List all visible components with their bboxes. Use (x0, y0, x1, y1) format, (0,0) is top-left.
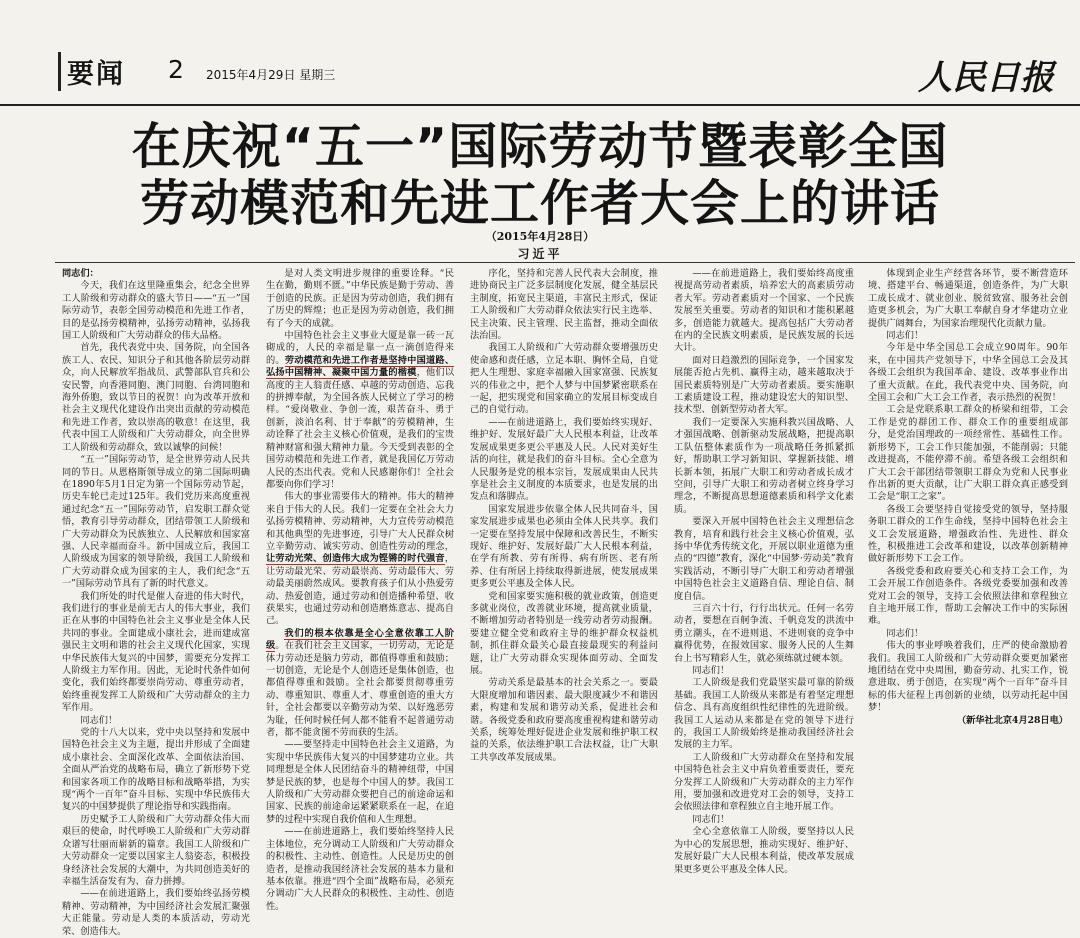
paragraph: 国家发展进步依靠全体人民共同奋斗，国家发展进步成果也必须由全体人民共享。我们一定要在坚持发展中保障和改善民生，不断实现好、维护好、发展好最广大人民根本利益，在学有所教、劳有所得、病有所医、老有所养、住有所居上持续取得新进展，使发展成果更多更公平惠及全体人民。 (470, 503, 658, 590)
paragraph: 同志们！ (692, 813, 730, 825)
paragraph: ——在前进道路上，我们要始终坚持人民主体地位，充分调动工人阶级和广大劳动群众的积极性、主动性、创造性。人民是历史的创造者，是推动我国经济社会发展的基本力量和基本依靠。推进“四个全面”战略布局，必须充分调动广大人民群众的积极性、主动性、创造性。 (266, 826, 454, 912)
masthead-logo: 人民日报 (918, 58, 1054, 98)
paragraph: 党和国家要实施积极的就业政策，创造更多就业岗位，改善就业环境，提高就业质量，不断增加劳动者特别是一线劳动者劳动报酬。要建立健全党和政府主导的维护群众权益机制，抓住群众最关心最直接最现实的利益问题，让广大劳动群众实现体面劳动、全面发展。 (470, 590, 658, 676)
paragraph: “五一”国际劳动节，是全世界劳动人民共同的节日。从恩格斯领导成立的第二国际明确在1890年5月1日定为第一个国际劳动节起，历史车轮已走过125年。我们党历来高度重视通过纪念“五一”国际劳动节，启发职工群众觉悟，教育引导劳动群众，团结带领工人阶级和广大劳动群众为民族独立、人民解放和国家富强、人民幸福而奋斗。新中国成立后，我国工人阶级成为国家的领导阶级，我国工人阶级和广大劳动群众成为国家的主人，我们纪念“五一”国际劳动节具有了新的时代意义。 (62, 454, 250, 590)
paragraph-with-highlight: 伟大的事业需要伟大的精神。伟大的精神来自于伟大的人民。我们一定要在全社会大力弘扬劳模精神、劳动精神，大力宣传劳动模范和其他典型的先进事迹，引导广大人民群众树立辛勤劳动、诚实劳动、创造性劳动的理念，让劳动光荣、创造伟大成为铿锵的时代强音，让劳动最光荣、劳动最崇高、劳动最伟大、劳动最美丽蔚然成风。要教育孩子们从小热爱劳动、热爱创造，通过劳动和创造播种希望、收获果实，也通过劳动和创造磨炼意志、提高自己。 (266, 491, 454, 627)
paragraph: 首先，我代表党中央、国务院，向全国各族工人、农民、知识分子和其他各阶层劳动群众，向人民解放军指战员、武警部队官兵和公安民警，向香港同胞、澳门同胞、台湾同胞和海外侨胞，致以节日的祝贺！向为改革开放和社会主义现代化建设作出突出贡献的劳动模范和先进工作者，致以崇高的敬意！在这里，我代表中国工人阶级和广大劳动群众，向全世界工人阶级和劳动群众，致以诚挚的问候！ (62, 342, 250, 453)
paragraph: 工人阶级是我们党最坚实最可靠的阶级基础。我国工人阶级从来都是有着坚定理想信念、具有高度组织性纪律性的先进阶级。我国工人运动从来都是在党的领导下进行的，我国工人阶级始终是推动我国经济社会发展的主力军。 (674, 677, 854, 751)
paragraph: 要深入开展中国特色社会主义理想信念教育，培育和践行社会主义核心价值观，弘扬中华优秀传统文化，开展以职业道德为重点的“四德”教育，深化“中国梦·劳动美”教育实践活动，不断引导广大职工和劳动者增强中国特色社会主义道路自信、理论自信、制度自信。 (674, 516, 854, 602)
paragraph: 全心全意依靠工人阶级，要坚持以人民为中心的发展思想，推动实现好、维护好、发展好最广大人民根本利益，使改革发展成果更多更公平惠及全体人民。 (674, 826, 854, 875)
highlighted-phrase: 我们的根本依靠是全心全意依靠工人阶级 (266, 627, 454, 652)
paragraph: 序化，坚持和完善人民代表大会制度，推进协商民主广泛多层制度化发展，健全基层民主制度，拓宽民主渠道，丰富民主形式，保证工人阶级和广大劳动群众依法实行民主选举、民主决策、民主管理、民主监督，推动全面依法治国。 (470, 268, 658, 342)
paragraph: 我们所处的时代是催人奋进的伟大时代，我们进行的事业是前无古人的伟大事业，我们正在从事的中国特色社会主义事业是全体人民共同的事业。全面建成小康社会，进而建成富强民主文明和谐的社会主义现代化国家，实现中华民族伟大复兴的中国梦，需要充分发挥工人阶级主力军作用。因此，无论时代条件如何变化，我们始终都要崇尚劳动、尊重劳动者，始终重视发挥工人阶级和广大劳动群众的主力军作用。 (62, 590, 250, 714)
paragraph-text: 中国特色社会主义事业大厦是靠一砖一瓦砌成的，人民的幸福是靠一点一滴创造得来的。 (266, 330, 454, 366)
paragraph-text: 让劳动最光荣、劳动最崇高、劳动最伟大、劳动最美丽蔚然成风。要教育孩子们从小热爱劳动、热爱创造，通过劳动和创造播种希望、收获果实，也通过劳动和创造磨炼意志、提高自己。 (266, 565, 454, 627)
page-header (0, 0, 1080, 106)
paragraph-text: 伟大的事业需要伟大的精神。伟大的精神来自于伟大的人民。我们一定要在全社会大力弘扬劳模精神、劳动精神，大力宣传劳动模范和其他典型的先进事迹，引导广大人民群众树立辛勤劳动、诚实劳动、创造性劳动的理念， (266, 491, 454, 552)
paragraph: 面对日趋激烈的国际竞争，一个国家发展能否抢占先机、赢得主动，越来越取决于国民素质特别是广大劳动者素质。要实施职工素质建设工程，推动建设宏大的知识型、技术型、创新型劳动者大军。 (674, 354, 854, 416)
paragraph: 伟大的事业呼唤着我们，庄严的使命激励着我们。我国工人阶级和广大劳动群众要更加紧密地团结在党中央周围，勤奋劳动、扎实工作，锐意进取、勇于创造，在实现“两个一百年”奋斗目标的伟大征程上再创新的业绩，以劳动托起中国梦！ (868, 640, 1068, 714)
text-column-2 (266, 268, 455, 912)
text-column-3 (470, 268, 658, 890)
paragraph: ——在前进道路上，我们要始终实现好、维护好、发展好最广大人民根本利益，让改革发展成果更多更公平惠及人民。人民对美好生活的向往，就是我们的奋斗目标。全心全意为人民服务是党的根本宗旨，发展成果由人民共享是社会主义制度的本质要求，也是发展的出发点和落脚点。 (470, 416, 658, 503)
article-author: 习近平 (517, 247, 563, 261)
text-column-5 (868, 268, 1068, 890)
paragraph: ——要坚持走中国特色社会主义道路，为实现中华民族伟大复兴的中国梦建功立业。共同理想是全体人民团结奋斗的精神纽带，中国梦是民族的梦，也是每个中国人的梦。我国工人阶级和广大劳动群众要把自己的前途命运和国家、民族的前途命运紧紧联系在一起，在追梦的过程中实现自我价值和人生理想。 (266, 739, 454, 825)
paragraph-with-highlight: 我们的根本依靠是全心全意依靠工人阶级。在我们社会主义国家，一切劳动，无论是体力劳动还是脑力劳动，都值得尊重和鼓励；一切创造，无论是个人创造还是集体创造，也都值得尊重和鼓励。全社会都要贯彻尊重劳动、尊重知识、尊重人才、尊重创造的重大方针，全社会都要以辛勤劳动为荣、以好逸恶劳为耻，任何时候任何人都不能看不起普通劳动者，都不能贪图不劳而获的生活。 (266, 627, 455, 739)
paragraph: 工会是党联系职工群众的桥梁和纽带，工会工作是党的群团工作、群众工作的重要组成部分，是党治国理政的一项经常性、基础性工作。新形势下，工会工作只能加强，不能削弱；只能改进提高，不能停滞不前。希望各级工会组织和广大工会干部团结带领职工群众为党和人民事业作出新的更大贡献，让广大职工群众真正感受到工会是“职工之家”。 (868, 404, 1068, 503)
text-column-1 (62, 268, 250, 937)
article-title-line1: 在庆祝“五一”国际劳动节暨表彰全国 (131, 118, 949, 175)
highlighted-phrase: 让劳动光荣、创造伟大成为铿锵的时代强音 (266, 553, 445, 565)
page-number: 2 (168, 55, 184, 84)
paragraph: 是对人类文明进步规律的重要诠释。“民生在勤，勤则不匮。”中华民族是勤于劳动、善于创造的民族。正是因为劳动创造，我们拥有了历史的辉煌；也正是因为劳动创造，我们拥有了今天的成就。 (266, 268, 454, 329)
article-title-line2: 劳动模范和先进工作者大会上的讲话 (139, 175, 940, 232)
paragraph: 三百六十行，行行出状元。任何一名劳动者，要想在百舸争流、千帆竞发的洪流中勇立潮头，在不进则退、不进则衰的竞争中赢得优势，在报效国家、服务人民的人生舞台上书写精彩人生，就必须练就过硬本领。 (674, 602, 854, 664)
title-divider (55, 262, 1075, 263)
section-label: 要闻 (58, 52, 125, 91)
issue-date: 2015年4月29日 星期三 (206, 68, 336, 82)
paragraph-text: 在我们社会主义国家，一切劳动，无论是体力劳动还是脑力劳动，都值得尊重和鼓励；一切创造，无论是个人创造还是集体创造，也都值得尊重和鼓励。全社会都要贯彻尊重劳动、尊重知识、尊重人才、尊重创造的重大方针，全社会都要以辛勤劳动为荣、以好逸恶劳为耻，任何时候任何人都不能看不起普通劳动者，都不能贪图不劳而获的生活。 (266, 640, 455, 739)
paragraph: 工人阶级和广大劳动群众在坚持和发展中国特色社会主义中肩负着重要责任，要充分发挥工人阶级和广大劳动群众的主力军作用，要加强和改进党对工会的领导，支持工会依照法律和章程独立自主地开展工作。 (674, 751, 854, 813)
paragraph: 今天，我们在这里隆重集会，纪念全世界工人阶级和劳动群众的盛大节日——“五一”国际劳动节，表彰全国劳动模范和先进工作者，目的是弘扬劳模精神，弘扬劳动精神，弘扬我国工人阶级和广大劳动群众的伟大品格。 (62, 280, 250, 342)
paragraph: 各级党委和政府要关心和支持工会工作，为工会开展工作创造条件。各级党委要加强和改善党对工会的领导，支持工会依照法律和章程独立自主地开展工作，帮助工会解决工作中的实际困难。 (868, 565, 1068, 627)
paragraph: 党的十八大以来，党中央以坚持和发展中国特色社会主义为主题，提出并形成了全面建成小康社会、全面深化改革、全面依法治国、全面从严治党的战略布局，确立了新形势下党和国家各项工作的战略目标和战略举措，为实现“两个一百年”奋斗目标、实现中华民族伟大复兴的中国梦提供了理论指导和实践指南。 (62, 727, 250, 813)
salutation: 同志们： (62, 268, 99, 279)
paragraph-text: 他们以高度的主人翁责任感、卓越的劳动创造、忘我的拼搏奉献，为全国各族人民树立了学习的榜样。“爱岗敬业、争创一流，艰苦奋斗、勇于创新，淡泊名利、甘于奉献”的劳模精神，生动诠释了社会主义核心价值观，是我们的宝贵精神财富和强大精神力量。今天受到表彰的全国劳动模范和先进工作者，就是我国亿万劳动人民的杰出代表。党和人民感谢你们！全社会都要向你们学习！ (266, 367, 455, 490)
paragraph: 劳动关系是最基本的社会关系之一。要最大限度增加和谐因素、最大限度减少不和谐因素，构建和发展和谐劳动关系，促进社会和谐。各级党委和政府要高度重视构建和谐劳动关系，统筹处理好促进企业发展和维护职工权益的关系，依法维护职工合法权益，让广大职工共享改革发展成果。 (470, 677, 658, 763)
paragraph: 我们一定要深入实施科教兴国战略、人才强国战略、创新驱动发展战略，把提高职工队伍整体素质作为一项战略任务抓紧抓好，帮助职工学习新知识、掌握新技能、增长新本领，拓展广大职工和劳动者成长成才空间，引导广大职工和劳动者树立终身学习理念，不断提高思想道德素质和科学文化素质。 (674, 416, 854, 515)
dateline: （新华社北京4月28日电） (956, 714, 1068, 726)
text-column-4 (674, 268, 854, 890)
paragraph: ——在前进道路上，我们要始终弘扬劳模精神、劳动精神，为中国经济社会发展汇聚强大正能量。劳动是人类的本质活动，劳动光荣、创造伟大。 (62, 888, 250, 937)
paragraph: 各级工会要坚持自觉接受党的领导，坚持服务职工群众的工作生命线，坚持中国特色社会主义工会发展道路，增强政治性、先进性、群众性，积极推进工会改革和建设，以改革创新精神做好新形势下工会工作。 (868, 503, 1068, 565)
paragraph: 同志们！ (886, 627, 924, 639)
paragraph: 历史赋予工人阶级和广大劳动群众伟大而艰巨的使命，时代呼唤工人阶级和广大劳动群众谱写壮丽而崭新的篇章。我国工人阶级和广大劳动群众一定要以国家主人翁姿态，积极投身经济社会发展的大潮中，为共同创造美好的幸福生活奋发有为、奋力拼搏。 (62, 813, 250, 887)
paragraph: 同志们！ (886, 330, 924, 342)
paragraph: 我国工人阶级和广大劳动群众要增强历史使命感和责任感，立足本职、胸怀全局，自觉把人生理想、家庭幸福融入国家富强、民族复兴的伟业之中，把个人梦与中国梦紧密联系在一起，把实现党和国家确立的发展目标变成自己的自觉行动。 (470, 342, 658, 416)
paragraph: 同志们！ (692, 665, 730, 676)
paragraph-with-highlight: 中国特色社会主义事业大厦是靠一砖一瓦砌成的，人民的幸福是靠一点一滴创造得来的。劳动模范和先进工作者是坚持中国道路、弘扬中国精神、凝聚中国力量的楷模，他们以高度的主人翁责任感、卓越的劳动创造、忘我的拼搏奉献，为全国各族人民树立了学习的榜样。“爱岗敬业、争创一流，艰苦奋斗、勇于创新，淡泊名利、甘于奉献”的劳模精神，生动诠释了社会主义核心价值观，是我们的宝贵精神财富和强大精神力量。今天受到表彰的全国劳动模范和先进工作者，就是我国亿万劳动人民的杰出代表。党和人民感谢你们！全社会都要向你们学习！ (266, 330, 455, 490)
paragraph: ——在前进道路上，我们要始终高度重视提高劳动者素质，培养宏大的高素质劳动者大军。劳动者素质对一个国家、一个民族发展至关重要。劳动者的知识和才能积累越多，创造能力就越大。提高包括广大劳动者在内的全民族文明素质，是民族发展的长远大计。 (674, 268, 854, 354)
article-date: （2015年4月28日） (485, 230, 595, 243)
paragraph: 体现到企业生产经营各环节，要不断营造环境、搭建平台、畅通渠道，创造条件，为广大职工成长成才、就业创业、脱贫致富、服务社会创造更多机会，为广大职工奉献自身才华建功立业提供广阔舞台，为国家治理现代化贡献力量。 (868, 268, 1068, 329)
paragraph: 今年是中华全国总工会成立90周年。90年来，在中国共产党领导下，中华全国总工会及其各级工会组织为我国革命、建设、改革事业作出了重大贡献。在此，我代表党中央、国务院，向全国工会和广大工会工作者，表示热烈的祝贺！ (868, 342, 1068, 404)
highlighted-phrase: 劳动模范和先进工作者是坚持中国道路、弘扬中国精神、凝聚中国力量的楷模 (266, 354, 455, 379)
paragraph: 同志们！ (80, 714, 118, 726)
